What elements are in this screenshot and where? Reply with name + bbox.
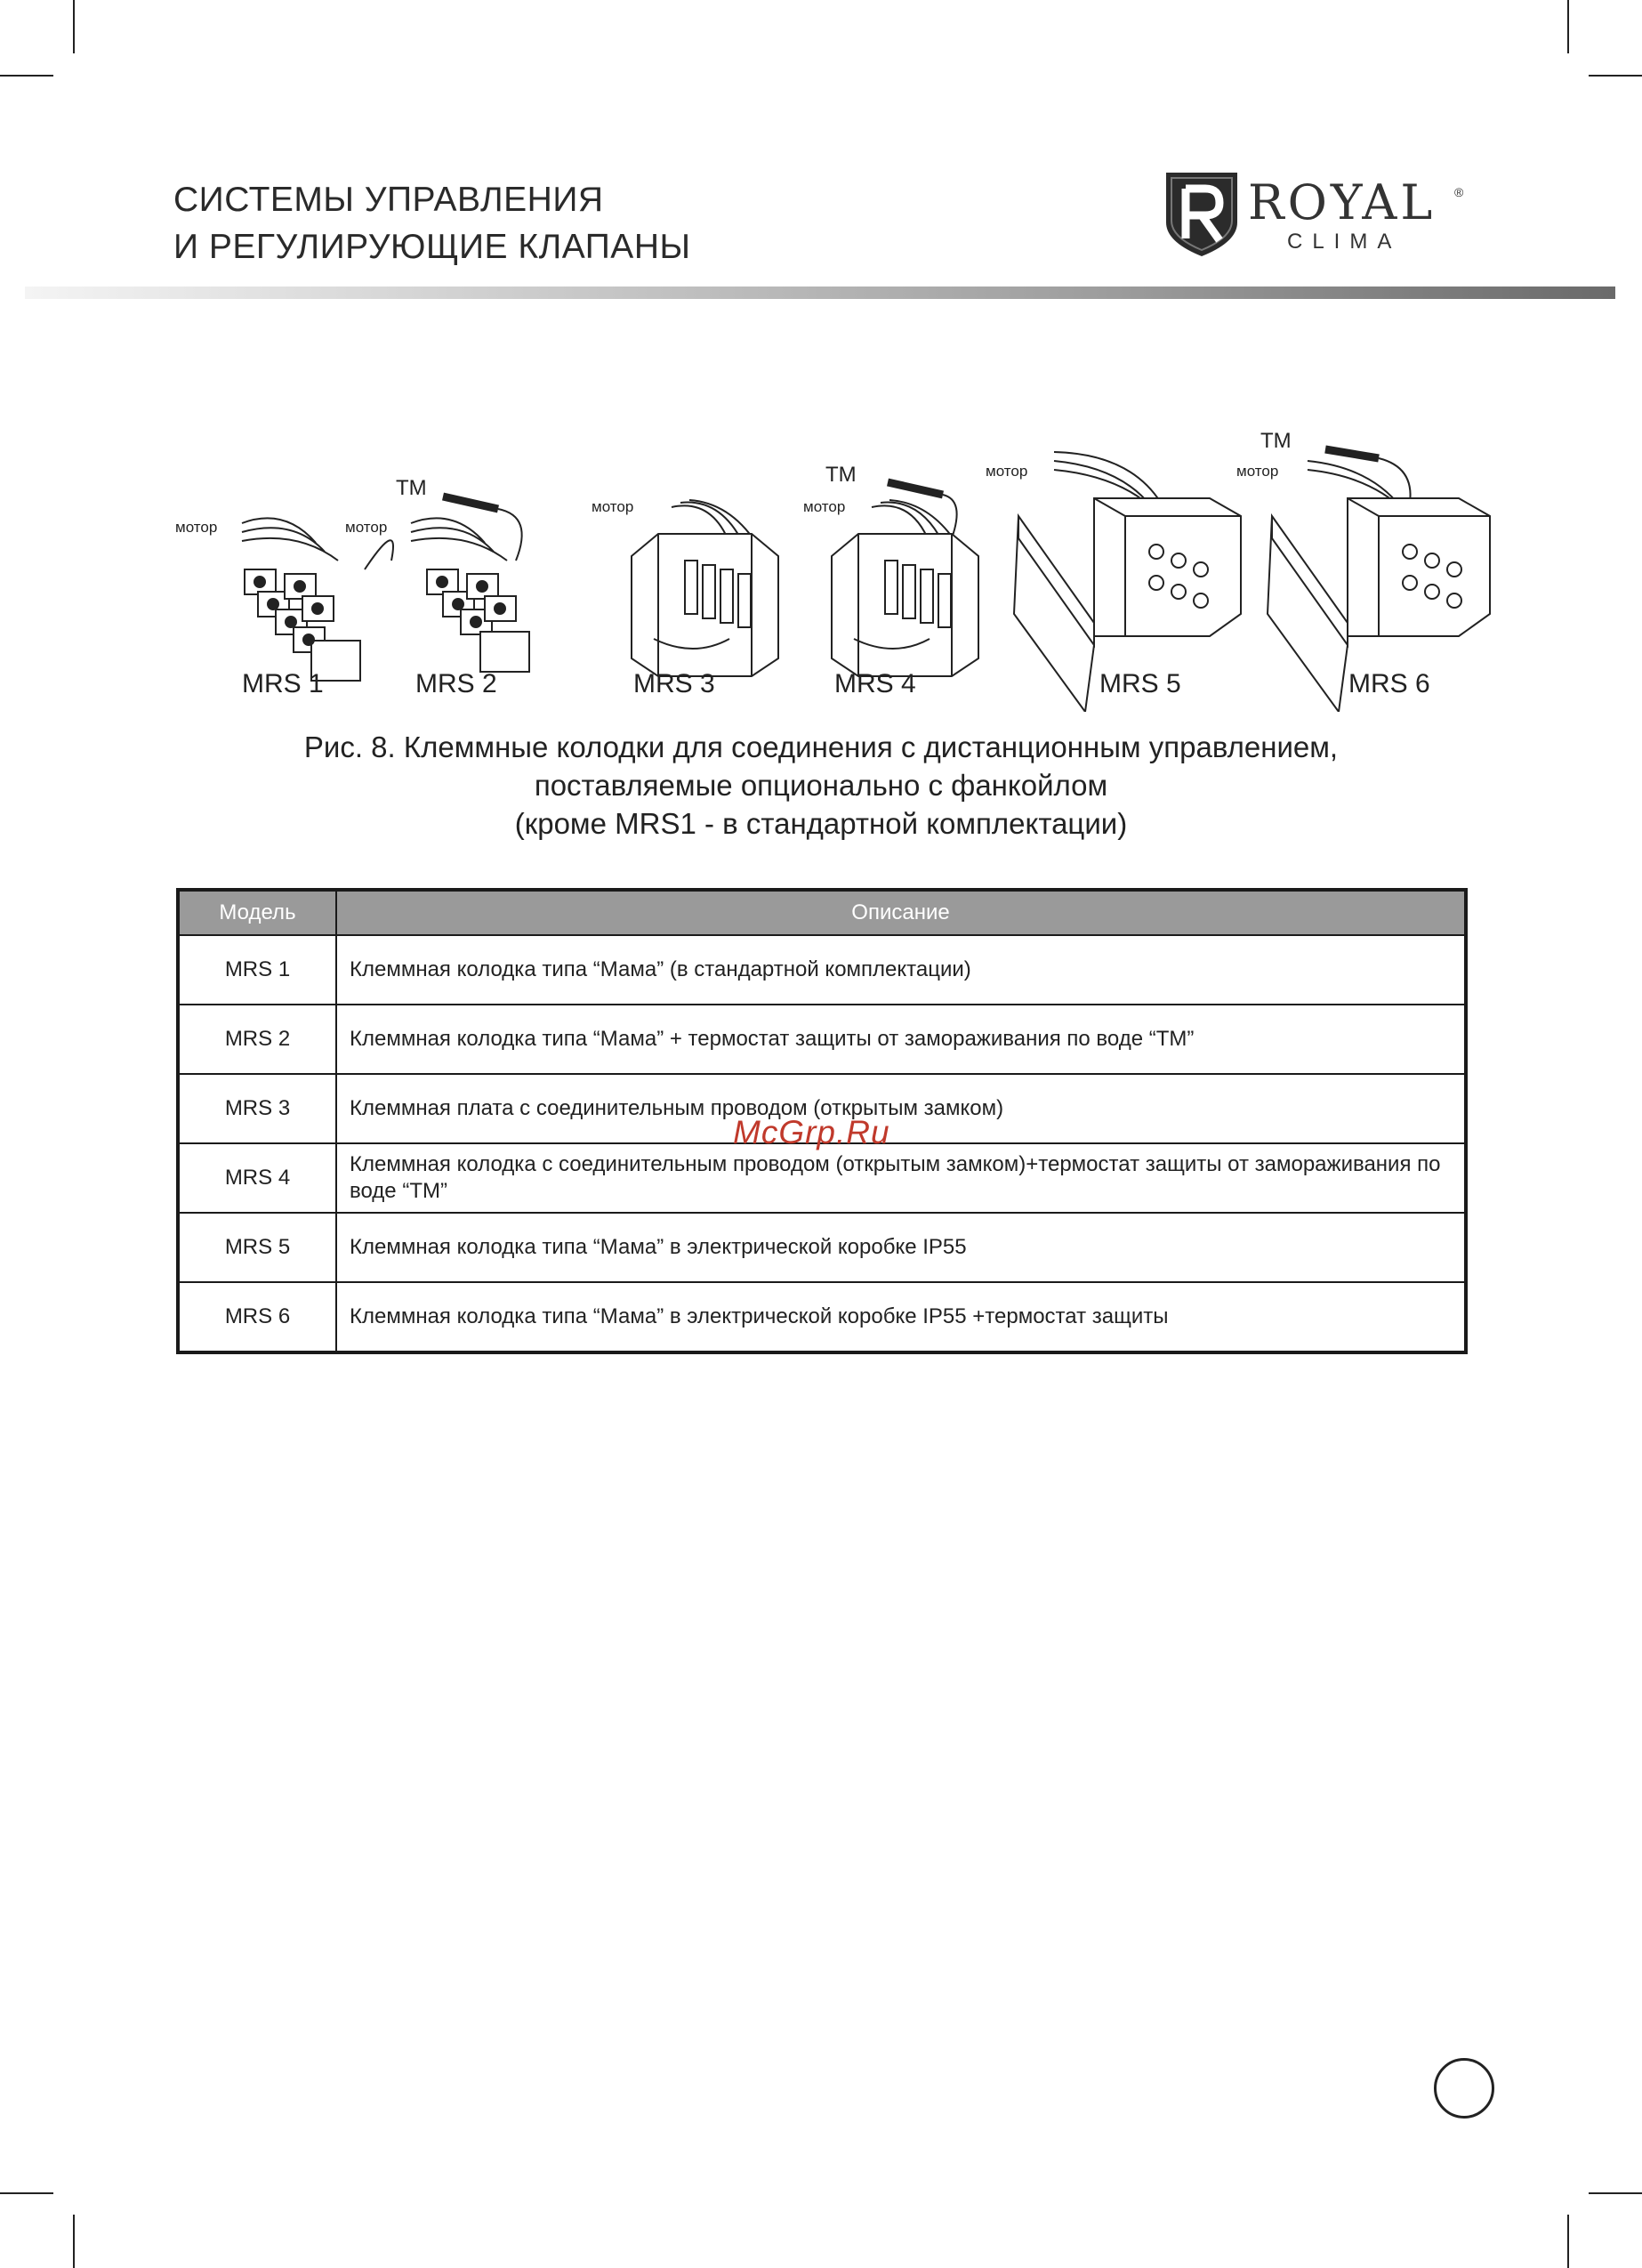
table-row <box>178 1143 1466 1213</box>
table-row <box>178 1213 1466 1282</box>
table-row <box>178 1282 1466 1352</box>
description-cell: Клеммная колодка типа “Мама” в электрической коробке IP55 <box>336 1213 1466 1282</box>
motor-label: мотор <box>986 463 1028 480</box>
description-cell: Клеммная колодка типа “Мама” в электрической коробке IP55 +термостат защиты <box>336 1282 1466 1352</box>
tm-label: ТМ <box>1260 429 1292 453</box>
tm-label: ТМ <box>825 463 857 487</box>
shield-logo-icon <box>1161 169 1243 258</box>
figure-caption-line: (кроме MRS1 - в стандартной комплектации) <box>514 807 1128 840</box>
crop-mark <box>1589 2192 1642 2194</box>
motor-label: мотор <box>345 519 388 536</box>
figure-model-label: MRS 5 <box>1099 669 1181 698</box>
brand-logo <box>1161 169 1463 258</box>
page-title-line: СИСТЕМЫ УПРАВЛЕНИЯ <box>173 181 604 219</box>
figure-model-label: MRS 4 <box>834 669 916 698</box>
description-cell: Клеммная колодка типа “Мама” + термостат защиты от замораживания по воде “ТМ” <box>336 1005 1466 1074</box>
table-header-row <box>178 890 1466 935</box>
crop-mark <box>0 2192 53 2194</box>
mrs2-terminal-block-icon <box>411 496 529 672</box>
model-cell: MRS 3 <box>178 1074 336 1143</box>
crop-mark <box>1589 75 1642 77</box>
figure-model-label: MRS 1 <box>242 669 324 698</box>
watermark: McGrp.Ru <box>733 1114 890 1150</box>
logo-sub-text: CLIMA <box>1287 230 1402 254</box>
header-divider <box>25 287 1615 299</box>
logo-brand-text: ROYAL <box>1248 174 1437 230</box>
motor-label: мотор <box>592 498 634 515</box>
crop-mark <box>0 75 53 77</box>
model-cell: MRS 6 <box>178 1282 336 1352</box>
description-cell: Клеммная плата с соединительным проводом (открытым замком) <box>336 1074 1466 1143</box>
logo-registered-mark: ® <box>1454 185 1464 199</box>
page-number-circle <box>1434 2058 1494 2119</box>
model-cell: MRS 5 <box>178 1213 336 1282</box>
model-cell: MRS 4 <box>178 1143 336 1213</box>
figure-model-label: MRS 6 <box>1348 669 1430 698</box>
column-header-description: Описание <box>336 890 1466 935</box>
figure-caption-line: Рис. 8. Клеммные колодки для соединения с дистанционным управлением, <box>303 730 1339 763</box>
column-header-model: Модель <box>178 890 336 935</box>
mrs1-terminal-block-icon <box>242 518 393 681</box>
figure-model-label: MRS 2 <box>415 669 497 698</box>
model-cell: MRS 2 <box>178 1005 336 1074</box>
crop-mark <box>73 2215 75 2268</box>
crop-mark <box>1567 2215 1569 2268</box>
tm-label: ТМ <box>396 476 427 500</box>
page-title-line: И РЕГУЛИРУЮЩИЕ КЛАПАНЫ <box>173 228 691 266</box>
motor-label: мотор <box>1236 463 1279 480</box>
figure-caption <box>160 728 1482 843</box>
description-cell: Клеммная колодка типа “Мама” (в стандартной комплектации) <box>336 935 1466 1005</box>
figure-caption-line: поставляемые опционально с фанкойлом <box>534 769 1108 802</box>
description-cell: Клеммная колодка с соединительным проводом (открытым замком)+термостат защиты от замораживания по воде “ТМ” <box>336 1143 1466 1213</box>
page-title <box>173 176 691 270</box>
mrs4-terminal-board-icon <box>832 482 978 676</box>
crop-mark <box>1567 0 1569 53</box>
mrs3-terminal-board-icon <box>632 500 778 676</box>
model-cell: MRS 1 <box>178 935 336 1005</box>
crop-mark <box>73 0 75 53</box>
table-row <box>178 935 1466 1005</box>
figure-model-label: MRS 3 <box>633 669 715 698</box>
motor-label: мотор <box>175 519 218 536</box>
motor-label: мотор <box>803 498 846 515</box>
table-row <box>178 1005 1466 1074</box>
